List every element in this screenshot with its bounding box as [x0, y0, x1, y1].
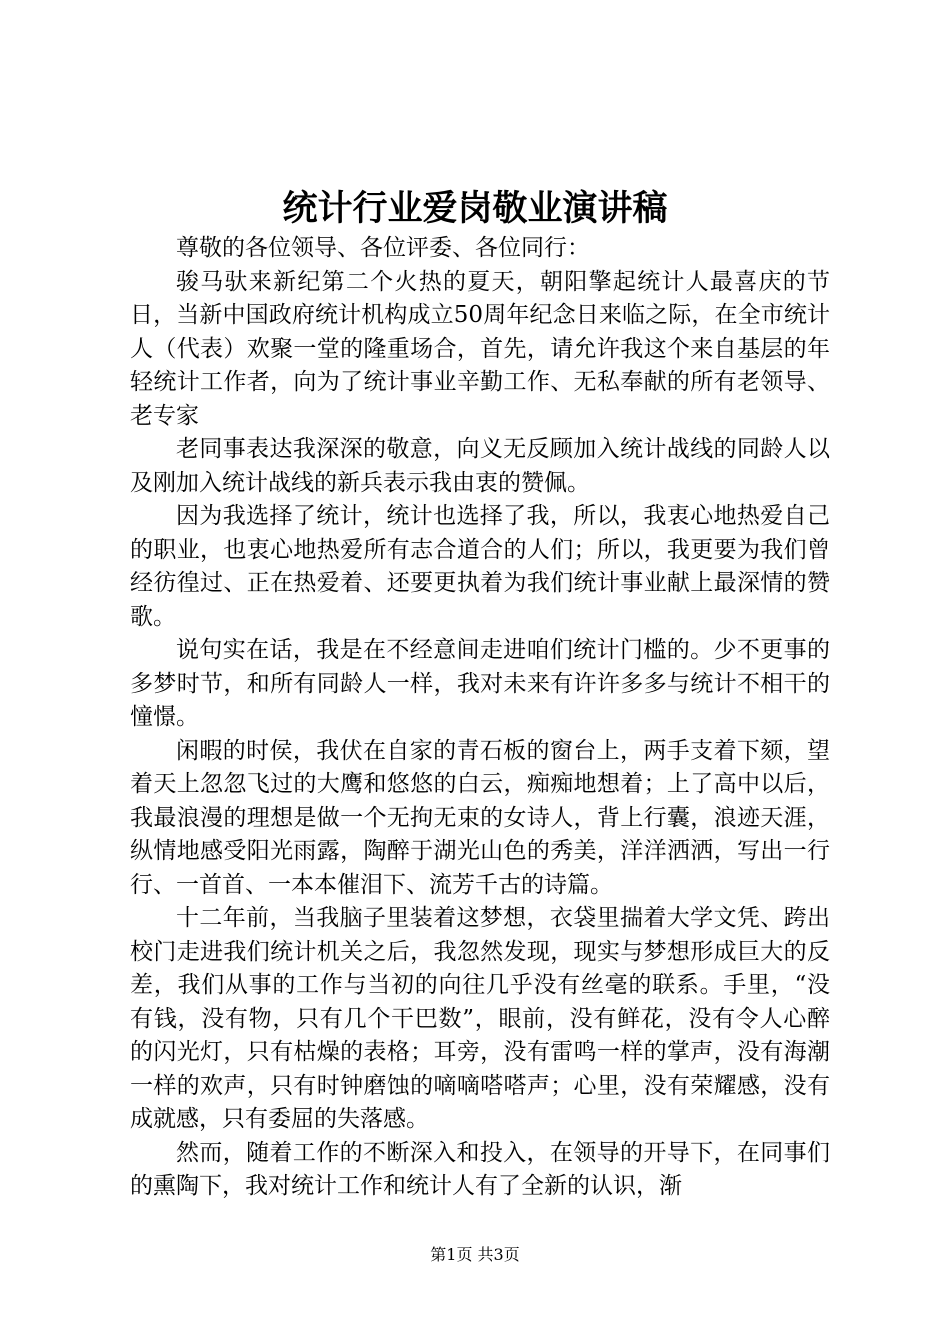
paragraph: 因为我选择了统计，统计也选择了我，所以，我衷心地热爱自己的职业，也衷心地热爱所有志合道合的人们；所以，我更要为我们曾经彷徨过、正在热爱着、还要更执着为我们统计事业献上最深情的赞歌。: [130, 503, 830, 630]
document-body: [130, 232, 830, 1204]
paragraph: 然而，随着工作的不断深入和投入，在领导的开导下，在同事们的熏陶下，我对统计工作和统计人有了全新的认识，渐: [130, 1139, 830, 1199]
paragraph-salutation: 尊敬的各位领导、各位评委、各位同行：: [176, 235, 590, 261]
paragraph: 闲暇的时侯，我伏在自家的青石板的窗台上，两手支着下颏，望着天上忽忽飞过的大鹰和悠悠的白云，痴痴地想着；上了高中以后，我最浪漫的理想是做一个无拘无束的女诗人，背上行囊，浪迹天涯，纵情地感受阳光雨露，陶醉于湖光山色的秀美，洋洋洒洒，写出一行行、一首首、一本本催泪下、流芳千古的诗篇。: [130, 737, 830, 898]
paragraph: 骏马驮来新纪第二个火热的夏天，朝阳擎起统计人最喜庆的节日，当新中国政府统计机构成立50周年纪念日来临之际，在全市统计人（代表）欢聚一堂的隆重场合，首先，请允许我这个来自基层的年轻统计工作者，向为了统计事业辛勤工作、无私奉献的所有老领导、老专家: [130, 268, 830, 429]
paragraph: 十二年前，当我脑子里装着这梦想，衣袋里揣着大学文凭、跨出校门走进我们统计机关之后，我忽然发现，现实与梦想形成巨大的反差，我们从事的工作与当初的向往几乎没有丝毫的联系。手里，“没有钱，没有物，只有几个干巴数”，眼前，没有鲜花，没有令人心醉的闪光灯，只有枯燥的表格；耳旁，没有雷鸣一样的掌声，没有海潮一样的欢声，只有时钟磨蚀的嘀嘀嗒嗒声；心里，没有荣耀感，没有成就感，只有委屈的失落感。: [130, 905, 830, 1132]
paragraph: 老同事表达我深深的敬意，向义无反顾加入统计战线的同龄人以及刚加入统计战线的新兵表示我由衷的赞佩。: [130, 436, 830, 496]
page-number-footer: 第1页 共3页: [430, 1245, 520, 1264]
document-title: 统计行业爱岗敬业演讲稿: [282, 188, 668, 229]
paragraph: 说句实在话，我是在不经意间走进咱们统计门槛的。少不更事的多梦时节，和所有同龄人一样，我对未来有许许多多与统计不相干的憧憬。: [130, 637, 830, 730]
